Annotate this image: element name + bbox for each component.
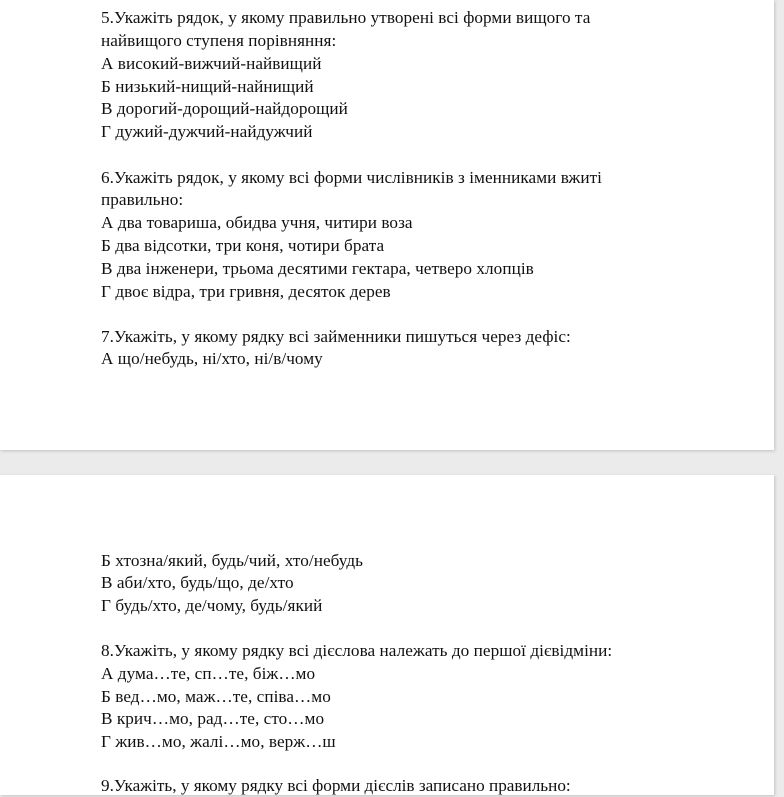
q7-title: 7.Укажіть, у якому рядку всі займенники пишуться через дефіс: xyxy=(101,327,571,346)
q8-option-g: Г жив…мо, жалі…мо, верж…ш xyxy=(101,732,336,751)
q8-option-v: В крич…мо, рад…те, сто…мо xyxy=(101,709,325,728)
document-page-2 xyxy=(0,475,774,795)
q6-option-g: Г двоє відра, три гривня, десяток дерев xyxy=(101,282,391,301)
q7-option-g: Г будь/хто, де/чому, будь/який xyxy=(101,596,323,615)
q8-option-b: Б вед…мо, маж…те, співа…мо xyxy=(101,687,331,706)
q6-option-b: Б два відсотки, три коня, чотири брата xyxy=(101,236,385,255)
q9-title-partial: 9.Укажіть, у якому рядку всі форми дієслів записано правильно: xyxy=(101,776,571,795)
q5-option-a: А високий-вижчий-найвищий xyxy=(101,54,322,73)
q6-title-line1: 6.Укажіть рядок, у якому всі форми числівників з іменниками вжиті xyxy=(101,168,602,187)
q8-title: 8.Укажіть, у якому рядку всі дієслова належать до першої дієвідміни: xyxy=(101,641,613,660)
q7-option-a: А що/небудь, ні/хто, ні/в/чому xyxy=(101,349,323,368)
q8-option-a: А дума…те, сп…те, біж…мо xyxy=(101,664,316,683)
q5-title-line2: найвищого ступеня порівняння: xyxy=(101,31,337,50)
q6-title-line2: правильно: xyxy=(101,190,184,209)
q5-option-b: Б низький-нищий-найнищий xyxy=(101,77,314,96)
q7-option-b: Б хтозна/який, будь/чий, хто/небудь xyxy=(101,551,364,570)
q7-option-v: В аби/хто, будь/що, де/хто xyxy=(101,573,294,592)
q6-option-v: В два інженери, трьома десятими гектара, четверо хлопців xyxy=(101,259,534,278)
q5-option-g: Г дужий-дужчий-найдужчий xyxy=(101,122,313,141)
q5-title-line1: 5.Укажіть рядок, у якому правильно утворені всі форми вищого та xyxy=(101,8,591,27)
q6-option-a: А два товариша, обидва учня, читири воза xyxy=(101,213,413,232)
q5-option-v: В дорогий-дорощий-найдорощий xyxy=(101,99,348,118)
